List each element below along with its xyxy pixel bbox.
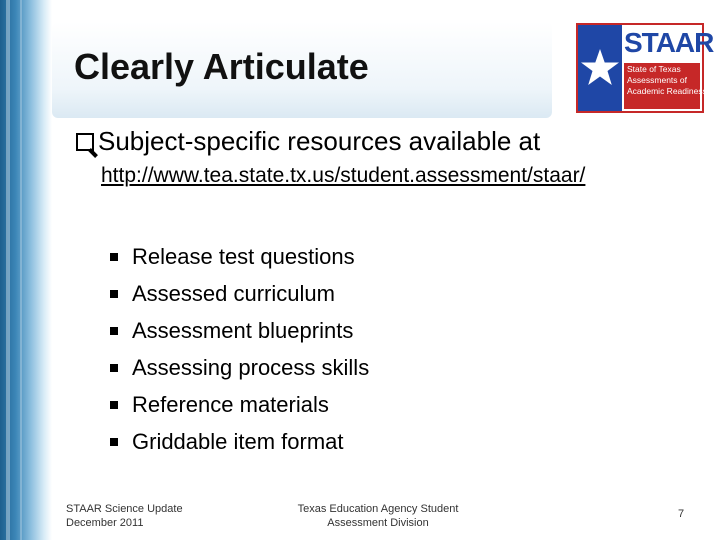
list-item-text: Reference materials: [132, 392, 329, 417]
list-item: [110, 386, 369, 423]
star-icon: [580, 43, 620, 93]
list-item-text: Assessed curriculum: [132, 281, 335, 306]
logo-tagline-line: Academic Readiness: [627, 86, 707, 96]
page-number: 7: [678, 508, 685, 520]
list-item: [110, 423, 369, 460]
square-bullet-icon: [110, 401, 118, 409]
logo-tagline-box: [624, 63, 707, 109]
footer-center: [292, 502, 464, 530]
list-item: [110, 238, 369, 275]
list-item-text: Assessment blueprints: [132, 318, 354, 343]
footer-center-line: Texas Education Agency Student: [297, 503, 459, 515]
square-bullet-icon: [110, 327, 118, 335]
band-streak: [20, 0, 22, 540]
square-bullet-icon: [110, 438, 118, 446]
band-streak: [6, 0, 10, 540]
square-bullet-icon: [110, 364, 118, 372]
resource-link[interactable]: http://www.tea.state.tx.us/student.assessment/staar/: [101, 164, 586, 187]
checkbox-bullet-icon: [76, 133, 94, 151]
logo-tagline-line: State of Texas: [627, 64, 681, 74]
list-item: [110, 312, 369, 349]
list-item: [110, 349, 369, 386]
footer-left-line: STAAR Science Update: [66, 503, 183, 515]
slide-title: Clearly Articulate: [74, 46, 369, 87]
footer-left-line: December 2011: [66, 517, 144, 529]
list-item: [110, 275, 369, 312]
resource-list: [110, 238, 369, 460]
logo-wordmark: STAAR: [624, 27, 714, 58]
subject-line-text: Subject-specific resources available at: [98, 126, 541, 156]
left-decorative-band: [0, 0, 52, 540]
footer-left: [66, 502, 183, 530]
list-item-text: Release test questions: [132, 244, 355, 269]
staar-logo: [576, 23, 714, 113]
list-item-text: Assessing process skills: [132, 355, 370, 380]
footer-center-line: Assessment Division: [327, 517, 429, 529]
logo-tagline-line: Assessments of: [627, 75, 687, 85]
square-bullet-icon: [110, 253, 118, 261]
square-bullet-icon: [110, 290, 118, 298]
list-item-text: Griddable item format: [132, 429, 344, 454]
subject-line: [76, 126, 540, 157]
